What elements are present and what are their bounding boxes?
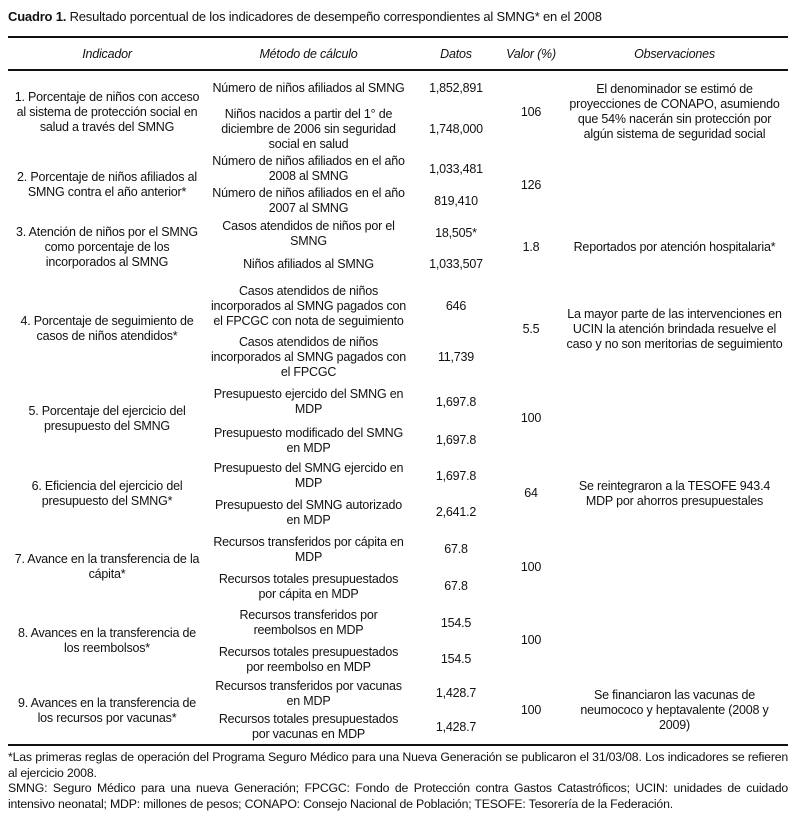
indicator-cell: 1. Porcentaje de niños con acceso al sistema de protección social en salud a través del SMNG [14, 89, 200, 134]
method-cell: Recursos transferidos por reembolsos en MDP [239, 608, 378, 637]
data-cell: 18,505* [435, 226, 477, 240]
data-cell: 1,852,891 [429, 81, 483, 95]
method-cell: Número de niños afiliados en el año 2007 al SMNG [212, 186, 405, 215]
indicator-cell: 2. Porcentaje de niños afiliados al SMNG contra el año anterior* [17, 170, 197, 199]
data-cell: 1,697.8 [435, 433, 477, 447]
method-cell: Recursos transferidos por vacunas en MDP [215, 678, 402, 708]
value-cell: 100 [501, 677, 561, 745]
data-cell: 1,428.7 [435, 686, 477, 700]
observations-cell [561, 153, 788, 217]
table-header-row [8, 37, 788, 70]
value-cell: 64 [524, 486, 538, 500]
observations-cell [561, 530, 788, 604]
header-datos: Datos [411, 37, 501, 70]
table-body [8, 70, 788, 745]
caption-label: Cuadro 1. [8, 9, 67, 24]
method-cell: Casos atendidos de niños por el SMNG [222, 218, 395, 248]
footnote: *Las primeras reglas de operación del Programa Seguro Médico para una Nueva Generación se publicaron el 31/03/08. Los indicadores se refieren al ejercicio 2008. [8, 750, 788, 780]
table-row [8, 677, 788, 710]
header-metodo: Método de cálculo [206, 37, 411, 70]
table-row [8, 530, 788, 569]
indicators-table [8, 36, 788, 746]
caption-text: Resultado porcentual de los indicadores de desempeño correspondientes al SMNG* en el 2008 [66, 9, 602, 24]
data-cell: 11,739 [437, 350, 475, 364]
data-cell: 1,033,507 [429, 256, 483, 271]
data-cell: 646 [445, 299, 467, 313]
indicator-cell: 9. Avances en la transferencia de los recursos por vacunas* [8, 677, 206, 745]
table-row [8, 380, 788, 424]
method-cell: Recursos totales presupuestados por reembolso en MDP [218, 644, 399, 674]
data-cell: 819,410 [434, 193, 478, 208]
value-cell: 100 [520, 559, 542, 574]
method-cell: Casos atendidos de niños incorporados al SMNG pagados con el FPCGC con nota de seguimiento [210, 284, 407, 328]
method-cell: Presupuesto del SMNG ejercido en MDP [213, 461, 404, 490]
method-cell: Niños nacidos a partir del 1° de diciembre de 2006 sin seguridad social en salud [221, 107, 396, 151]
table-row [8, 457, 788, 495]
value-cell: 106 [520, 104, 542, 119]
method-cell: Recursos totales presupuestados por cápita en MDP [218, 571, 399, 601]
header-observaciones: Observaciones [561, 37, 788, 70]
value-cell: 1.8 [522, 240, 540, 254]
data-cell: 154.5 [440, 652, 472, 666]
table-row [8, 70, 788, 106]
method-cell: Número de niños afiliados en el año 2008 al SMNG [212, 154, 405, 183]
data-cell: 154.5 [440, 615, 472, 630]
indicator-cell: 4. Porcentaje de seguimiento de casos de niños atendidos* [20, 314, 194, 343]
value-cell: 100 [520, 633, 542, 647]
table-caption [8, 9, 602, 24]
method-cell: Número de niños afiliados al SMNG [212, 81, 405, 95]
data-cell: 1,748,000 [429, 122, 483, 136]
method-cell: Presupuesto modificado del SMNG en MDP [213, 425, 404, 455]
data-cell: 67.8 [444, 579, 468, 593]
data-cell: 2,641.2 [435, 505, 477, 519]
method-cell: Recursos transferidos por cápita en MDP [213, 534, 404, 564]
value-cell: 100 [520, 411, 542, 425]
method-cell: Presupuesto ejercido del SMNG en MDP [213, 387, 404, 416]
observations-cell: La mayor parte de las intervenciones en UCIN la atención brindada resuelve el caso y no son meritorias de seguimiento [566, 306, 783, 351]
indicator-cell: 3. Atención de niños por el SMNG como porcentaje de los incorporados al SMNG [16, 225, 198, 269]
table-row [8, 153, 788, 185]
data-cell: 1,697.8 [435, 468, 477, 483]
method-cell: Presupuesto del SMNG autorizado en MDP [215, 497, 402, 527]
observations-cell: Se financiaron las vacunas de neumococo y heptavalente (2008 y 2009) [561, 677, 788, 745]
table-footnotes [8, 750, 788, 812]
data-cell: 1,033,481 [429, 161, 483, 176]
table-row [8, 278, 788, 335]
table-row [8, 217, 788, 250]
observations-cell: Se reintegraron a la TESOFE 943.4 MDP por ahorros presupuestales [578, 478, 771, 508]
data-cell: 1,697.8 [435, 394, 477, 409]
indicator-cell: 7. Avance en la transferencia de la cápita* [14, 552, 200, 581]
data-cell: 1,428.7 [411, 710, 501, 745]
observations-cell [561, 380, 788, 457]
method-cell: Niños afiliados al SMNG [243, 256, 374, 271]
method-cell: Casos atendidos de niños incorporados al SMNG pagados con el FPCGC [210, 335, 407, 379]
header-indicador: Indicador [8, 37, 206, 70]
method-cell: Recursos totales presupuestados por vacunas en MDP [206, 710, 411, 745]
data-cell: 67.8 [444, 542, 468, 556]
observations-cell [561, 604, 788, 677]
header-valor: Valor (%) [501, 37, 561, 70]
value-cell: 126 [520, 177, 542, 192]
indicator-cell: 8. Avances en la transferencia de los reembolsos* [17, 625, 196, 655]
indicator-cell: 5. Porcentaje del ejercicio del presupuesto del SMNG [28, 403, 186, 433]
observations-cell: Reportados por atención hospitalaria* [573, 240, 776, 254]
abbreviations-note: SMNG: Seguro Médico para una nueva Generación; FPCGC: Fondo de Protección contra Gastos Catastróficos; UCIN: unidades de cuidado intensivo neonatal; MDP: millones de pesos; CONAPO: Consejo Nacional de Población; TESOFE: Tesorería de la Federación. [8, 781, 788, 811]
table-row [8, 604, 788, 642]
observations-cell: El denominador se estimó de proyecciones de CONAPO, asumiendo que 54% nacerán sin protección por algún sistema de seguridad social [569, 82, 780, 141]
indicator-cell: 6. Eficiencia del ejercicio del presupuesto del SMNG* [31, 478, 183, 508]
value-cell: 5.5 [522, 321, 540, 336]
